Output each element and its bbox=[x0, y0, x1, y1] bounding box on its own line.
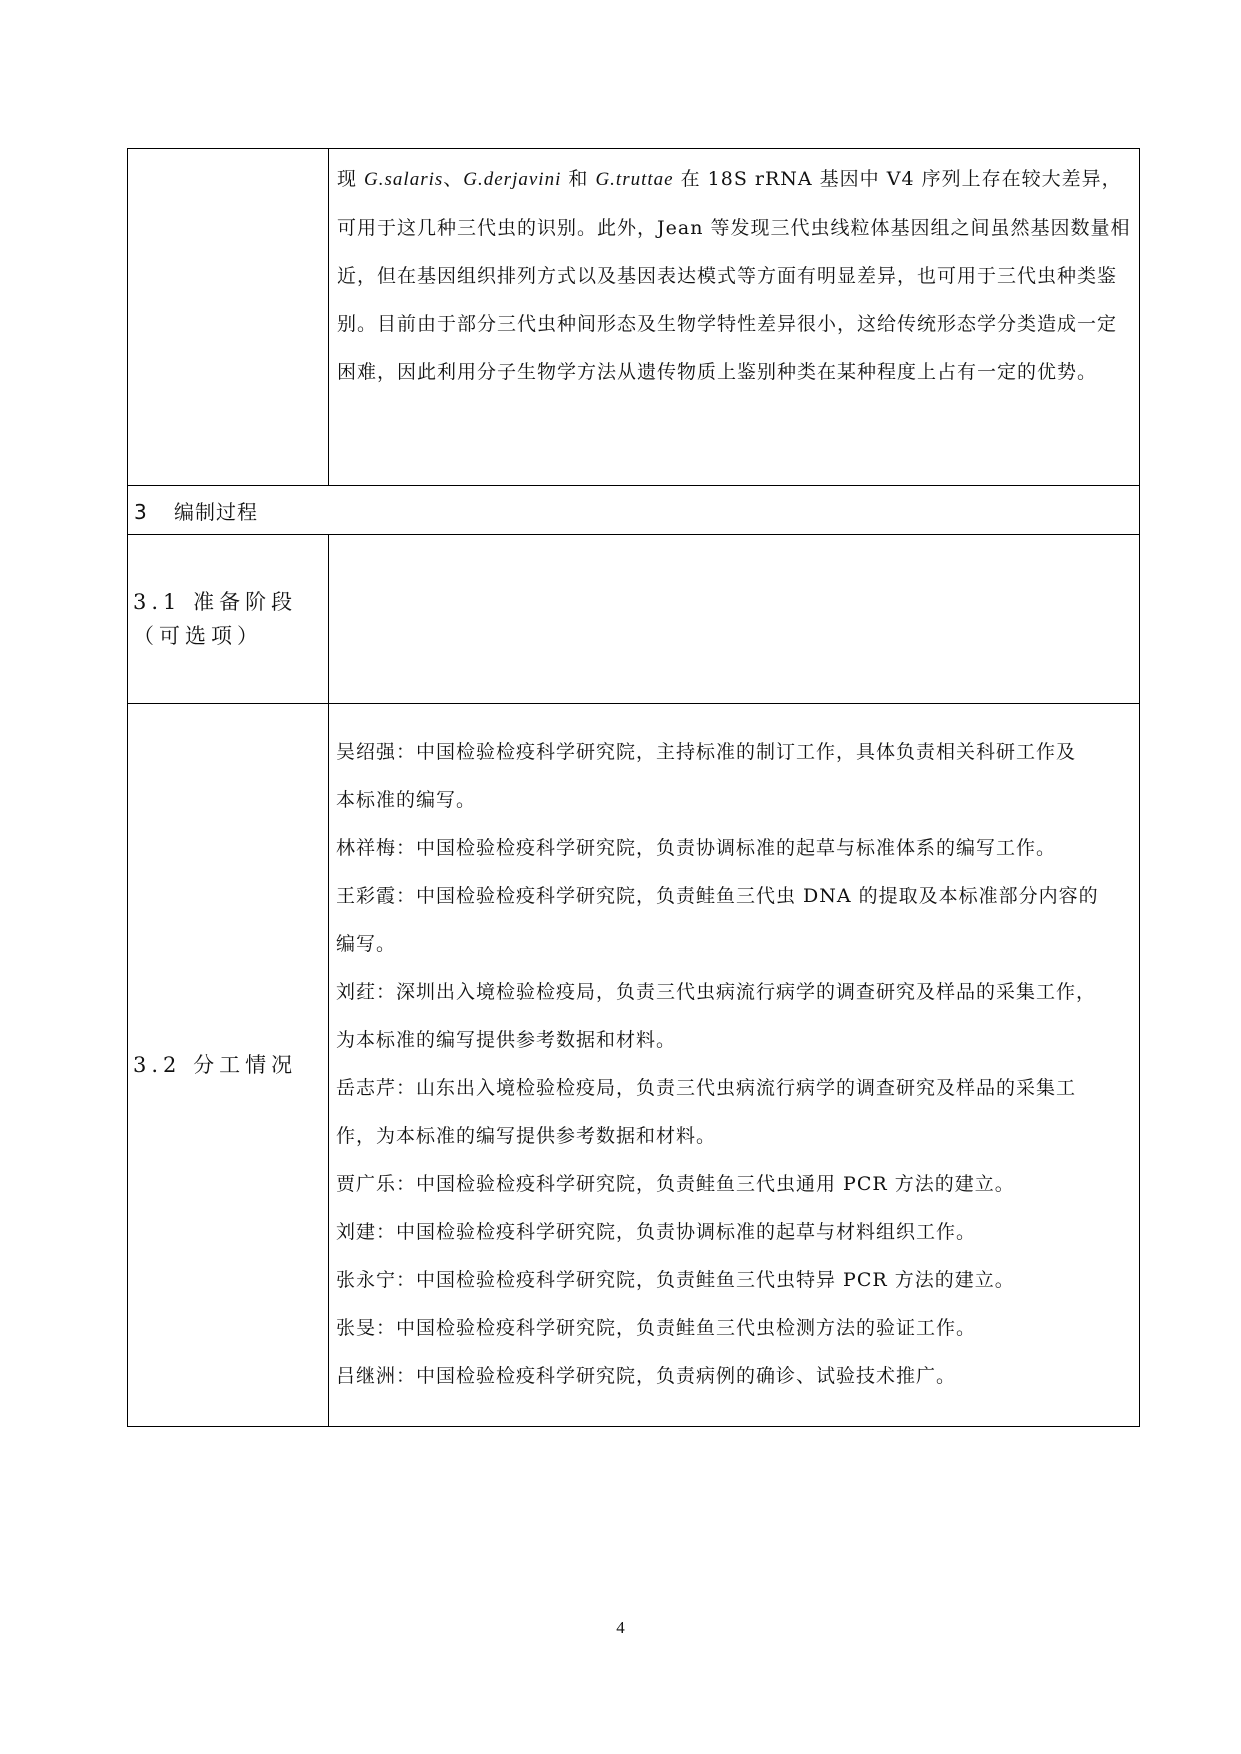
prep-stage-label-cell bbox=[128, 535, 329, 704]
staff-line: 林祥梅：中国检验检疫科学研究院，负责协调标准的起草与标准体系的编写工作。 bbox=[336, 837, 1057, 859]
staff-line: 吴绍强：中国检验检疫科学研究院，主持标准的制订工作，具体负责相关科研工作及 bbox=[336, 741, 1077, 763]
staff-list bbox=[329, 704, 1139, 1400]
division-of-labor-row bbox=[128, 704, 1140, 1427]
staff-line: 为本标准的编写提供参考数据和材料。 bbox=[336, 1029, 677, 1051]
staff-line: 王彩霞：中国检验检疫科学研究院，负责鲑鱼三代虫 DNA 的提取及本标准部分内容的 bbox=[336, 885, 1099, 907]
prep-stage-label: 3.1 准备阶段（可选项） bbox=[133, 590, 298, 648]
division-label-cell bbox=[128, 704, 329, 1427]
prep-stage-content-cell bbox=[329, 535, 1140, 704]
staff-line: 本标准的编写。 bbox=[336, 789, 477, 811]
section-number: 3 bbox=[134, 499, 148, 524]
staff-line: 吕继洲：中国检验检疫科学研究院，负责病例的确诊、试验技术推广。 bbox=[336, 1365, 957, 1387]
intro-content-cell bbox=[329, 149, 1140, 486]
division-content-cell bbox=[329, 704, 1140, 1427]
species-name: G.derjavini bbox=[463, 169, 562, 190]
division-label: 3.2 分工情况 bbox=[133, 1053, 298, 1077]
prep-stage-content bbox=[329, 535, 1139, 541]
staff-line: 岳志芹：山东出入境检验检疫局，负责三代虫病流行病学的调查研究及样品的采集工 bbox=[336, 1077, 1077, 1099]
staff-line: 张旻：中国检验检疫科学研究院，负责鲑鱼三代虫检测方法的验证工作。 bbox=[336, 1317, 977, 1339]
staff-line: 刘建：中国检验检疫科学研究院，负责协调标准的起草与材料组织工作。 bbox=[336, 1221, 977, 1243]
intro-paragraph: 现 G.salaris、G.derjavini 和 G.truttae 在 18S rRNA 基因中 V4 序列上存在较大差异，可用于这几种三代虫的识别。此外，Jean 等发现三代虫线粒体基因组之间虽然基因数量相近，但在基因组织排列方式以及基因表达模式等方面有明显差异，也可用于三代虫种类鉴别。目前由于部分三代虫种间形态及生物学特性差异很小，这给传统形态学分类造成一定困难，因此利用分子生物学方法从遗传物质上鉴别种类在某种程度上占有一定的优势。 bbox=[337, 168, 1131, 383]
intro-row bbox=[128, 149, 1140, 486]
staff-line: 刘荭：深圳出入境检验检疫局，负责三代虫病流行病学的调查研究及样品的采集工作， bbox=[336, 981, 1097, 1003]
staff-line: 作，为本标准的编写提供参考数据和材料。 bbox=[336, 1125, 717, 1147]
intro-label-cell bbox=[128, 149, 329, 486]
staff-line: 编写。 bbox=[336, 933, 397, 955]
staff-line: 贾广乐：中国检验检疫科学研究院，负责鲑鱼三代虫通用 PCR 方法的建立。 bbox=[336, 1173, 1015, 1195]
species-name: G.salaris bbox=[364, 169, 444, 190]
section-heading-row bbox=[128, 486, 1140, 535]
species-name: G.truttae bbox=[595, 169, 674, 190]
page-number: 4 bbox=[616, 1618, 625, 1637]
section-heading bbox=[134, 500, 258, 524]
prep-stage-row bbox=[128, 535, 1140, 704]
section-title: 编制过程 bbox=[174, 499, 258, 524]
section-heading-cell bbox=[128, 486, 1140, 535]
document-table bbox=[127, 148, 1140, 1427]
staff-line: 张永宁：中国检验检疫科学研究院，负责鲑鱼三代虫特异 PCR 方法的建立。 bbox=[336, 1269, 1015, 1291]
